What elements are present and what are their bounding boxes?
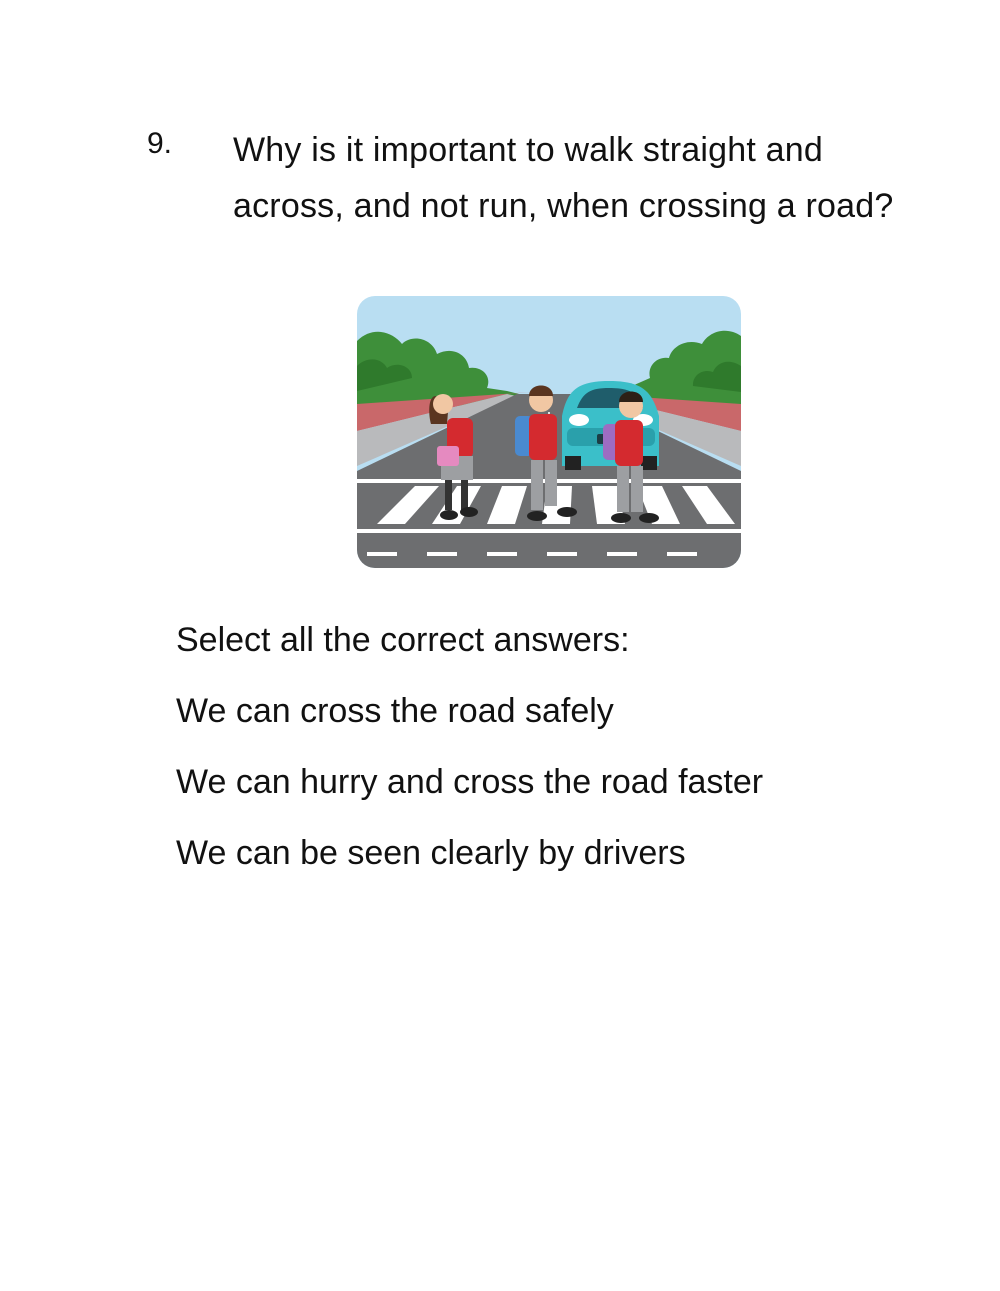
question-number: 9. xyxy=(147,127,173,160)
answer-option-1[interactable]: We can cross the road safely xyxy=(176,692,614,730)
answer-section xyxy=(176,615,936,899)
answer-option-2[interactable]: We can hurry and cross the road faster xyxy=(176,763,764,801)
answer-option-3[interactable]: We can be seen clearly by drivers xyxy=(176,834,686,872)
question-text: Why is it important to walk straight and across, and not run, when crossing a road? xyxy=(233,131,894,225)
instructions: Select all the correct answers: xyxy=(176,621,630,659)
road-crossing-illustration xyxy=(357,296,741,568)
